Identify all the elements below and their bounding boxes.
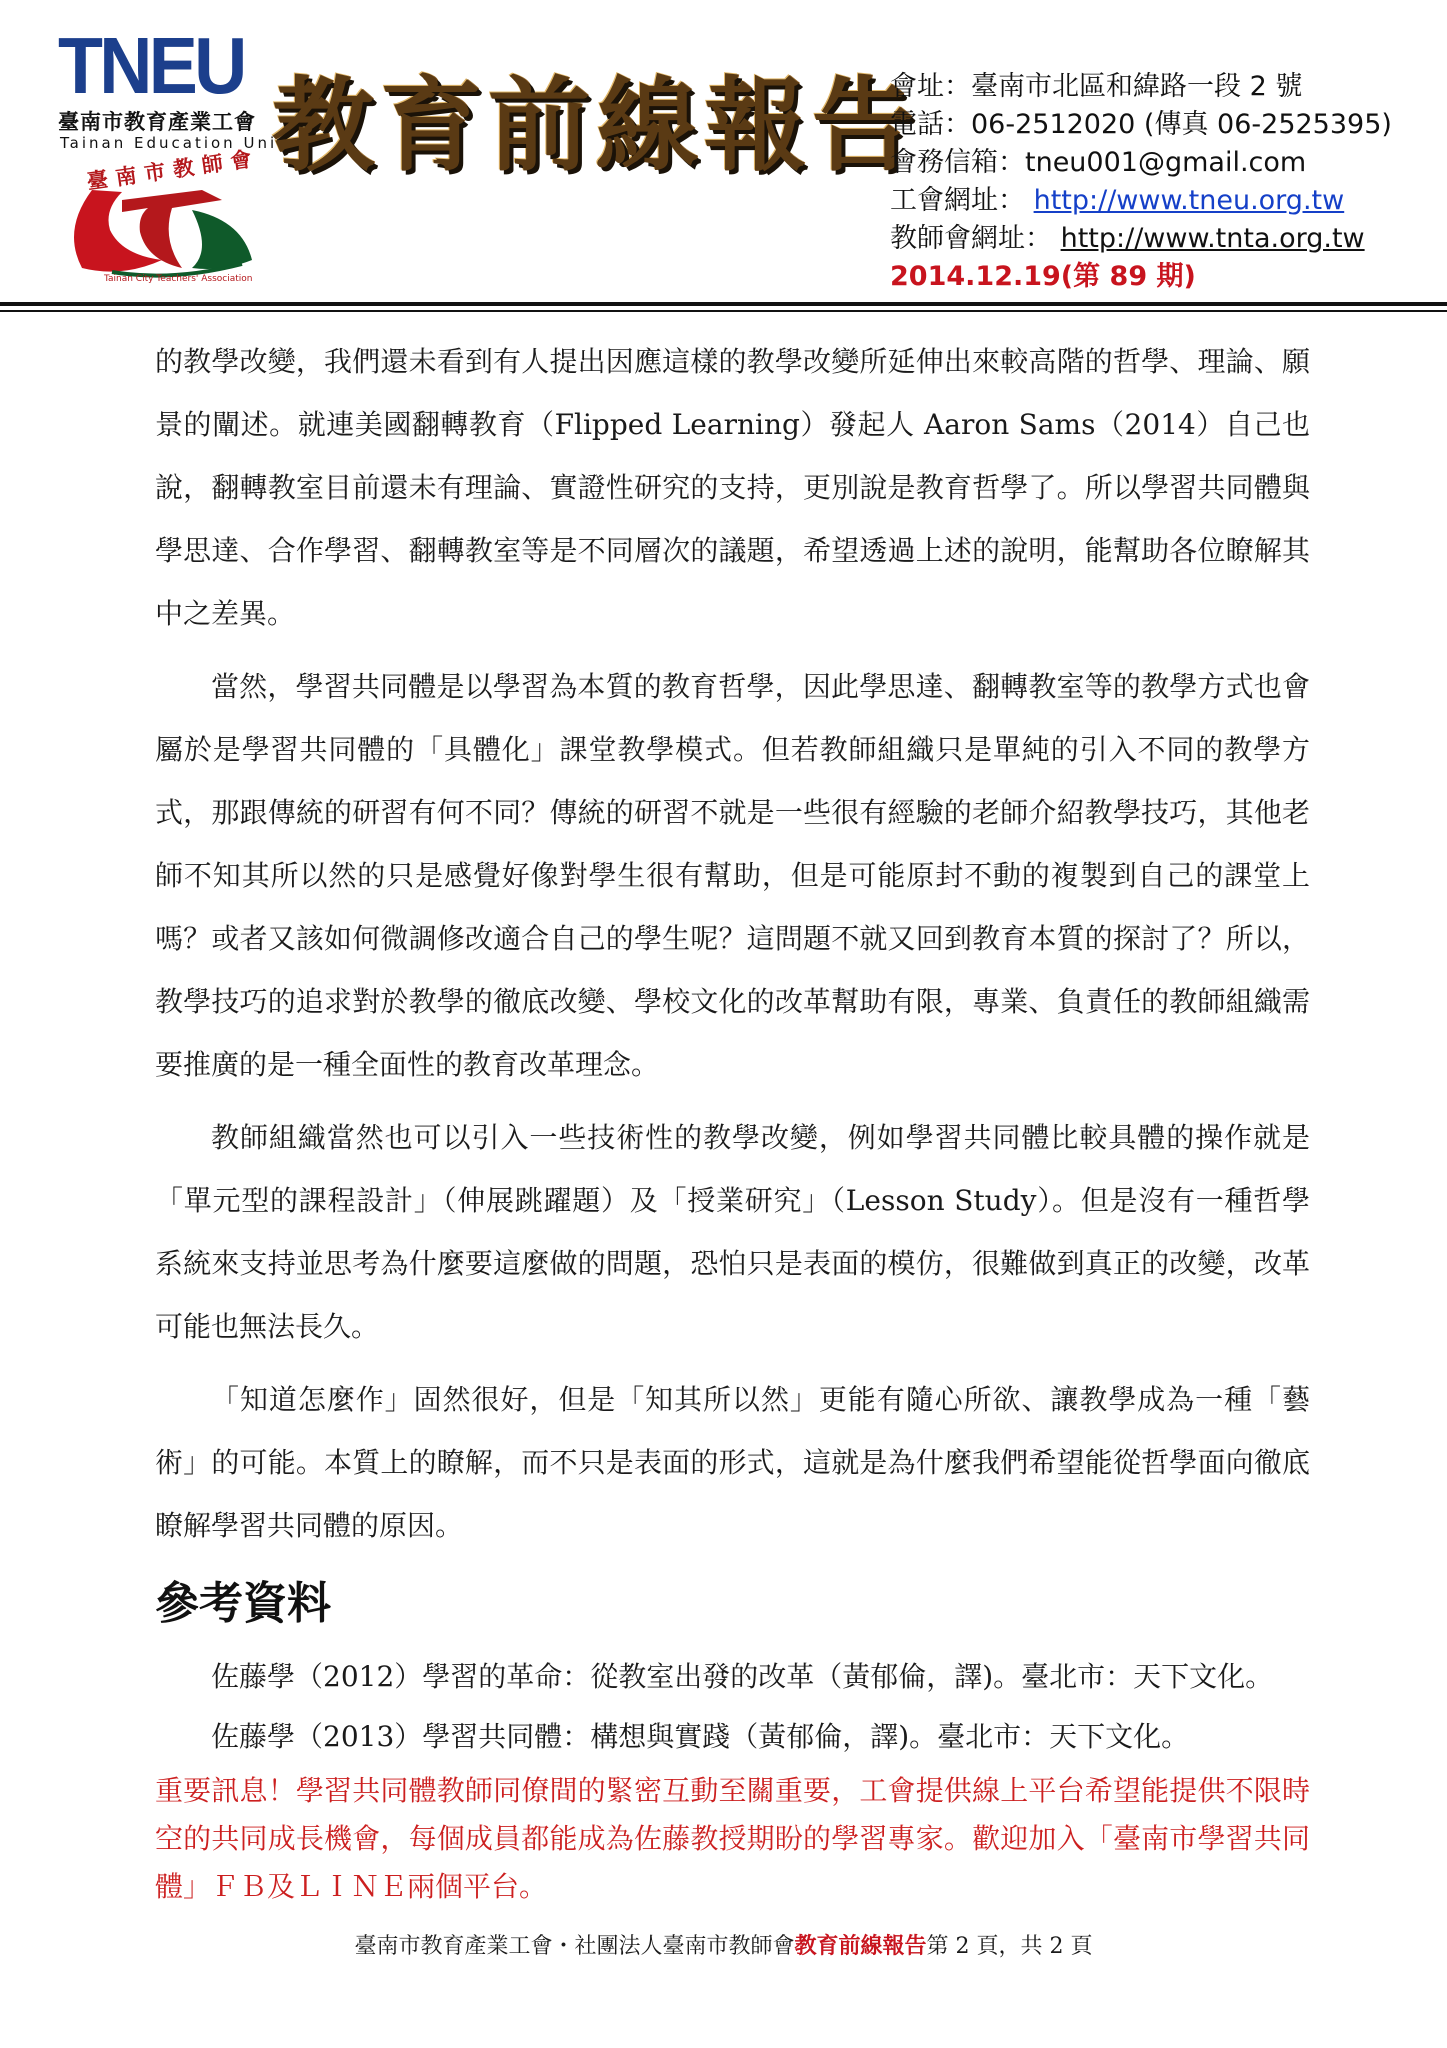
email: 會務信箱：tneu001@gmail.com <box>890 147 1307 178</box>
reference-item: 佐藤學（2012）學習的革命：從教室出發的改革（黃郁倫，譯)。臺北市：天下文化。 <box>211 1660 1274 1693</box>
seal-text-en: Tainan City Teachers' Association <box>104 274 253 284</box>
seal-text: 臺南市教師會 <box>85 145 261 194</box>
paragraph: 教師組織當然也可以引入一些技術性的教學改變，例如學習共同體比較具體的操作就是「單元型的課程設計」（伸展跳躍題）及「授業研究」（Lesson Study）。但是沒有一種哲學系統來支持並思考為什麼要這麼做的問題，恐怕只是表面的模仿，很難做到真正的改變，改革可能也無法長久。 <box>155 1121 1310 1343</box>
page-footer <box>0 1929 1447 1960</box>
header-divider-thin <box>0 310 1447 312</box>
union-website-row <box>890 182 1392 220</box>
teacher-website-link[interactable]: http://www.tnta.org.tw <box>1060 223 1365 254</box>
paragraph-continued: 的教學改變，我們還未看到有人提出因應這樣的教學改變所延伸出來較高階的哲學、理論、願景的闡述。就連美國翻轉教育（Flipped Learning）發起人 Aaron Sams（2014）自己也說，翻轉教室目前還未有理論、實證性研究的支持，更別說是教育哲學了。所以學習共同體與學思達、合作學習、翻轉教室等是不同層次的議題，希望透過上述的說明，能幫助各位瞭解其中之差異。 <box>155 345 1310 630</box>
important-notice: 重要訊息！學習共同體教師同僚間的緊密互動至關重要，工會提供線上平台希望能提供不限時空的共同成長機會，每個成員都能成為佐藤教授期盼的學習專家。歡迎加入「臺南市學習共同體」ＦＢ及ＬＩＮＥ兩個平台。 <box>155 1774 1310 1903</box>
footer-page-number: 第 2 頁，共 2 頁 <box>926 1934 1093 1959</box>
header-divider <box>0 302 1447 306</box>
contact-block <box>890 68 1392 296</box>
phone: 電話：06-2512020 (傳真 06-2525395) <box>890 109 1392 140</box>
address: 會址：臺南市北區和緯路一段 2 號 <box>890 71 1303 102</box>
footer-publisher: 臺南市教育產業工會・社團法人臺南市教師會 <box>354 1934 795 1959</box>
references-heading: 參考資料 <box>155 1578 331 1629</box>
footer-publication-name: 教育前線報告 <box>794 1933 927 1959</box>
article-body <box>155 330 1310 1911</box>
reference-item: 佐藤學（2013）學習共同體：構想與實踐（黃郁倫，譯)。臺北市：天下文化。 <box>211 1720 1190 1753</box>
paragraph: 當然，學習共同體是以學習為本質的教育哲學，因此學思達、翻轉教室等的教學方式也會屬於是學習共同體的「具體化」課堂教學模式。但若教師組織只是單純的引入不同的教學方式，那跟傳統的研習有何不同？傳統的研習不就是一些很有經驗的老師介紹教學技巧，其他老師不知其所以然的只是感覺好像對學生很有幫助，但是可能原封不動的複製到自己的課堂上嗎？或者又該如何微調修改適合自己的學生呢？這問題不就又回到教育本質的探討了？所以，教學技巧的追求對於教學的徹底改變、學校文化的改革幫助有限，專業、負責任的教師組織需要推廣的是一種全面性的教育改革理念。 <box>155 670 1310 1081</box>
union-website-link[interactable]: http://www.tneu.org.tw <box>1033 185 1345 216</box>
masthead-title: 教育前線報告 <box>272 66 920 186</box>
union-website-label: 工會網址： <box>890 185 1025 216</box>
logo-wordmark: TNEU <box>58 21 244 110</box>
union-name-zh: 臺南市教育產業工會 <box>58 110 256 134</box>
teacher-website-row <box>890 220 1392 258</box>
union-name-en: Tainan Education Union <box>60 134 302 152</box>
issue-date: 2014.12.19(第 89 期) <box>890 261 1196 292</box>
teacher-website-label: 教師會網址： <box>890 223 1052 254</box>
paragraph: 「知道怎麼作」固然很好，但是「知其所以然」更能有隨心所欲、讓教學成為一種「藝術」的可能。本質上的瞭解，而不只是表面的形式，這就是為什麼我們希望能從哲學面向徹底瞭解學習共同體的原因。 <box>155 1383 1310 1542</box>
union-logo <box>52 21 302 286</box>
